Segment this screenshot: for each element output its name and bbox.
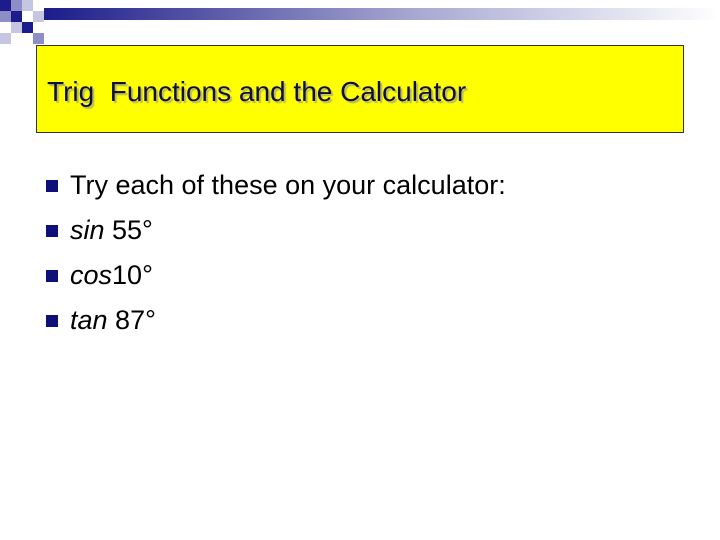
decorative-header xyxy=(0,0,720,44)
function-name: tan xyxy=(70,305,108,335)
bullet-item xyxy=(46,208,506,253)
function-name: cos xyxy=(70,260,113,290)
angle-value: 55° xyxy=(104,215,153,245)
bullet-item xyxy=(46,253,506,298)
function-name: sin xyxy=(70,215,105,245)
header-gradient-bar xyxy=(44,8,720,20)
angle-value: 10° xyxy=(112,260,153,290)
bullet-list xyxy=(46,163,506,343)
deco-square xyxy=(0,11,11,22)
square-bullet-icon xyxy=(46,315,58,327)
bullet-text: Try each of these on your calculator: xyxy=(70,170,506,200)
deco-square xyxy=(11,11,22,22)
deco-square xyxy=(11,0,22,11)
deco-square xyxy=(22,22,33,33)
square-bullet-icon xyxy=(46,270,58,282)
deco-square xyxy=(0,33,11,44)
deco-square xyxy=(33,33,44,44)
square-bullet-icon xyxy=(46,225,58,237)
deco-square xyxy=(0,0,11,11)
title-box xyxy=(36,45,684,133)
bullet-item xyxy=(46,163,506,208)
square-bullet-icon xyxy=(46,180,58,192)
deco-square xyxy=(22,0,33,11)
slide-title: Trig Functions and the Calculator xyxy=(47,76,467,107)
angle-value: 87° xyxy=(107,305,156,335)
deco-square xyxy=(33,11,44,22)
deco-square xyxy=(11,22,22,33)
bullet-item xyxy=(46,298,506,343)
